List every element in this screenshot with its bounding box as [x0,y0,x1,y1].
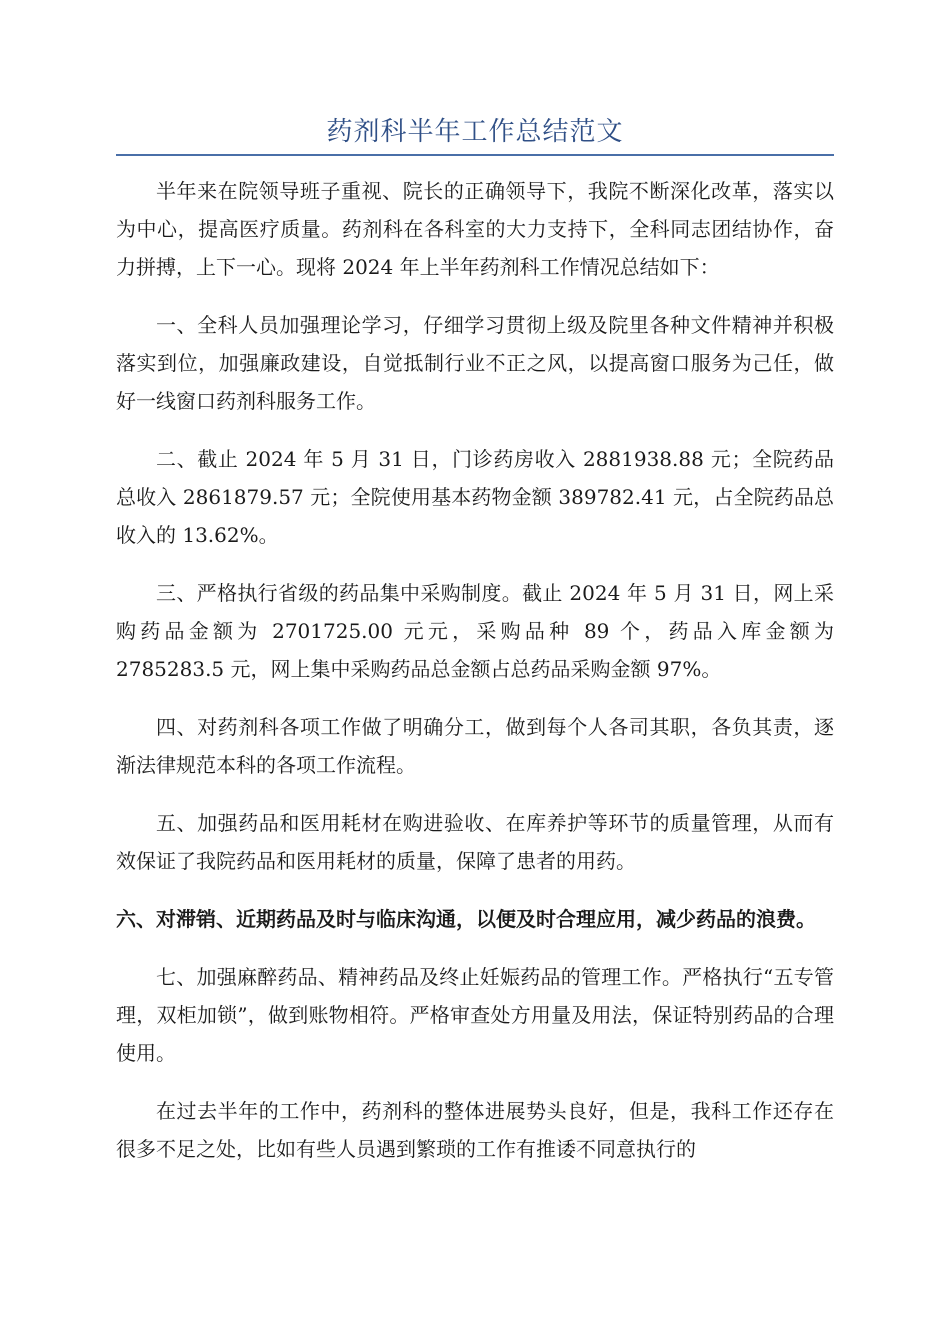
document-body [116,172,834,1188]
paragraph-item-7: 七、加强麻醉药品、精神药品及终止妊娠药品的管理工作。严格执行“五专管理，双柜加锁”，做到账物相符。严格审查处方用量及用法，保证特别药品的合理使用。 [116,965,834,1065]
paragraph-item-1: 一、全科人员加强理论学习，仔细学习贯彻上级及院里各种文件精神并积极落实到位，加强廉政建设，自觉抵制行业不正之风，以提高窗口服务为己任，做好一线窗口药剂科服务工作。 [116,313,834,413]
paragraph-item-2: 二、截止 2024 年 5 月 31 日，门诊药房收入 2881938.88 元；全院药品总收入 2861879.57 元；全院使用基本药物金额 389782.41 元，占全院药品总收入的 13.62%。 [116,447,834,547]
document-title: 药剂科半年工作总结范文 [326,117,624,147]
paragraph-conclusion: 在过去半年的工作中，药剂科的整体进展势头良好，但是，我科工作还存在很多不足之处，比如有些人员遇到繁琐的工作有推诿不同意执行的 [116,1099,834,1161]
title-underline [116,154,834,156]
paragraph-item-5: 五、加强药品和医用耗材在购进验收、在库养护等环节的质量管理，从而有效保证了我院药品和医用耗材的质量，保障了患者的用药。 [116,811,834,873]
paragraph-item-4: 四、对药剂科各项工作做了明确分工，做到每个人各司其职，各负其责，逐渐法律规范本科的各项工作流程。 [116,715,834,777]
paragraph-item-6-bold: 六、对滞销、近期药品及时与临床沟通，以便及时合理应用，减少药品的浪费。 [116,907,816,931]
paragraph-item-3: 三、严格执行省级的药品集中采购制度。截止 2024 年 5 月 31 日，网上采购药品金额为 2701725.00 元元，采购品种 89 个，药品入库金额为 2785283.5 元，网上集中采购药品总金额占总药品采购金额 97%。 [116,581,834,681]
paragraph-intro: 半年来在院领导班子重视、院长的正确领导下，我院不断深化改革，落实以为中心，提高医疗质量。药剂科在各科室的大力支持下，全科同志团结协作，奋力拼搏，上下一心。现将 2024 年上半年药剂科工作情况总结如下： [116,179,834,279]
